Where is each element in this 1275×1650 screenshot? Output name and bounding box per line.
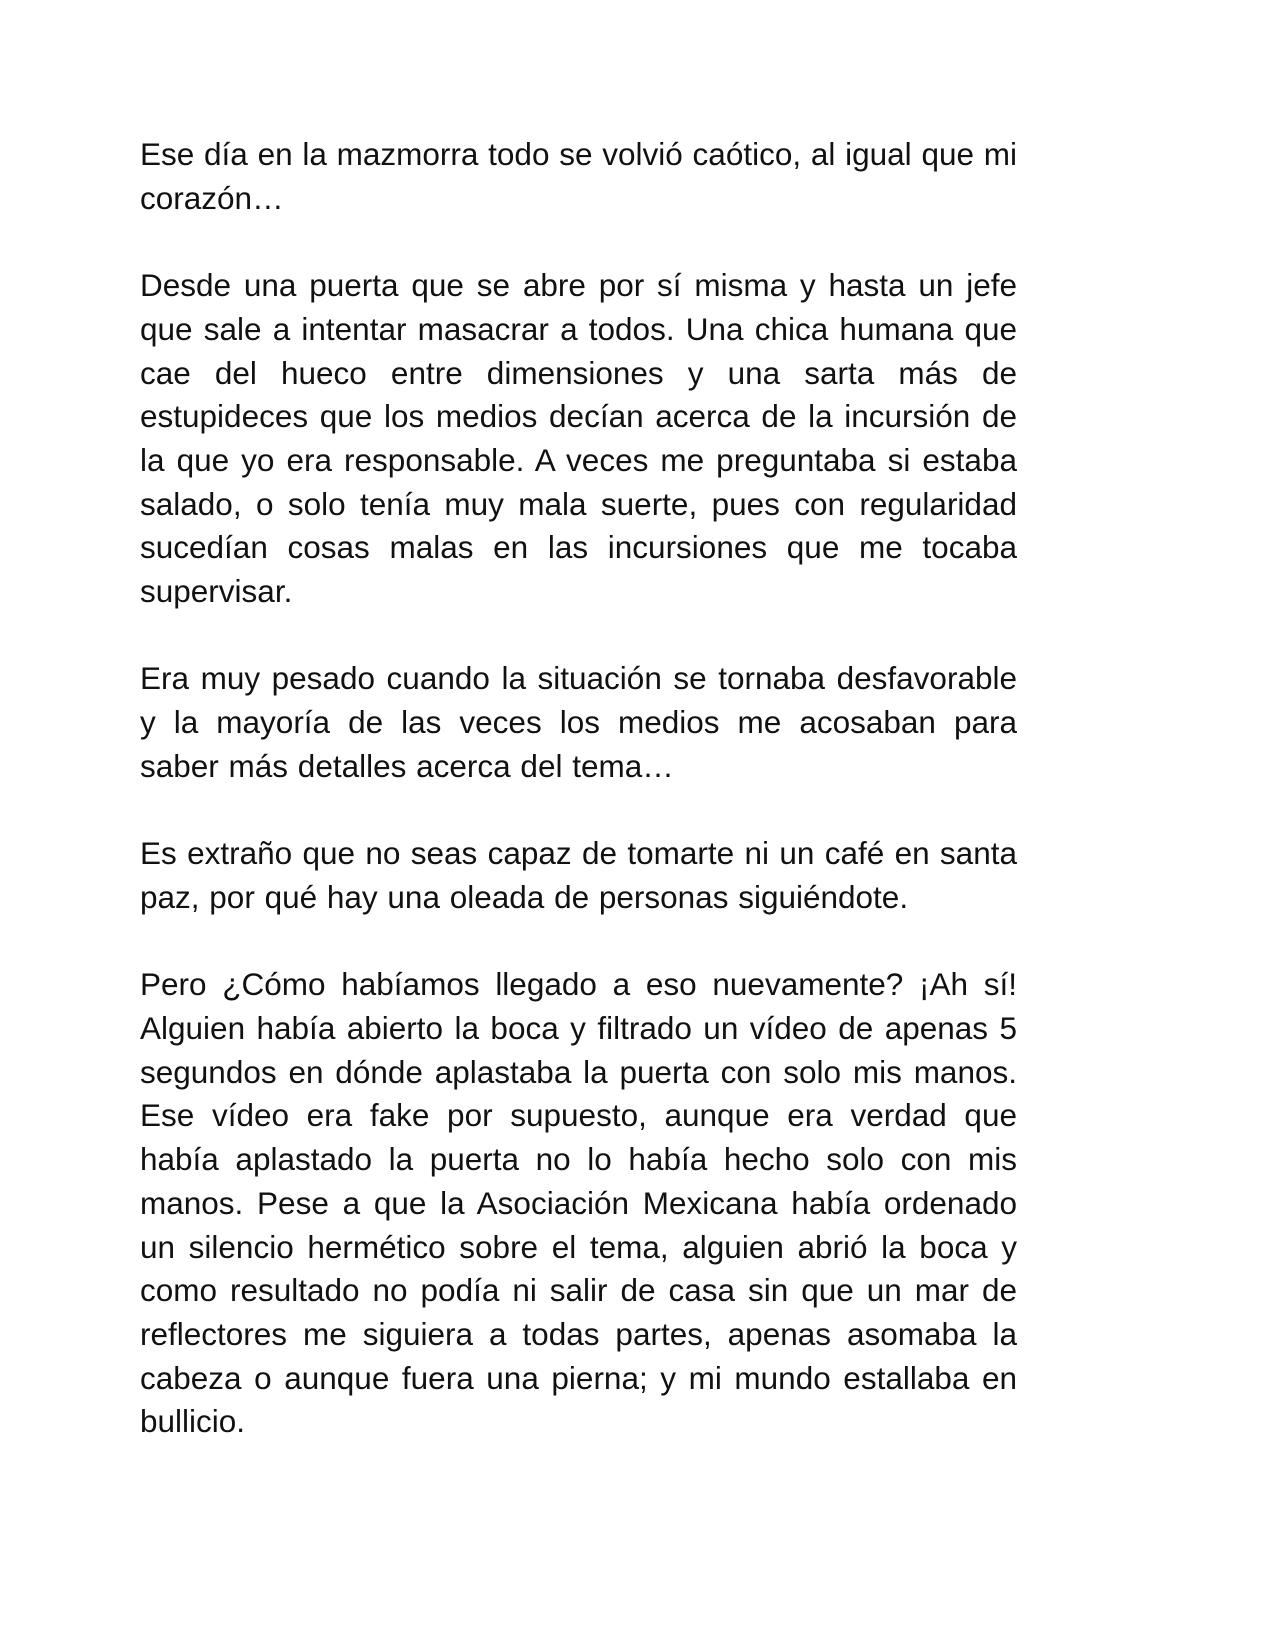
paragraph-5: Pero ¿Cómo habíamos llegado a eso nuevamente? ¡Ah sí! Alguien había abierto la boca y filtrado un vídeo de apenas 5 segundos en dónde aplastaba la puerta con solo mis manos. Ese vídeo era fake por supuesto, aunque era verdad que había aplastado la puerta no lo había hecho solo con mis manos. Pese a que la Asociación Mexicana había ordenado un silencio hermético sobre el tema, alguien abrió la boca y como resultado no podía ni salir de casa sin que un mar de reflectores me siguiera a todas partes, apenas asomaba la cabeza o aunque fuera una pierna; y mi mundo estallaba en bullicio. bbox=[140, 966, 1017, 1440]
paragraph-2: Desde una puerta que se abre por sí misma y hasta un jefe que sale a intentar masacrar a todos. Una chica humana que cae del hueco entre dimensiones y una sarta más de estupideces que los medios decían acerca de la incursión de la que yo era responsable. A veces me preguntaba si estaba salado, o solo tenía muy mala suerte, pues con regularidad sucedían cosas malas en las incursiones que me tocaba supervisar. bbox=[140, 267, 1017, 610]
paragraph-4: Es extraño que no seas capaz de tomarte ni un café en santa paz, por qué hay una oleada de personas siguiéndote. bbox=[140, 835, 1017, 915]
paragraph-3: Era muy pesado cuando la situación se tornaba desfavorable y la mayoría de las veces los medios me acosaban para saber más detalles acerca del tema… bbox=[140, 660, 1017, 784]
document-body bbox=[140, 133, 1017, 1444]
paragraph-1: Ese día en la mazmorra todo se volvió caótico, al igual que mi corazón… bbox=[140, 136, 1017, 216]
